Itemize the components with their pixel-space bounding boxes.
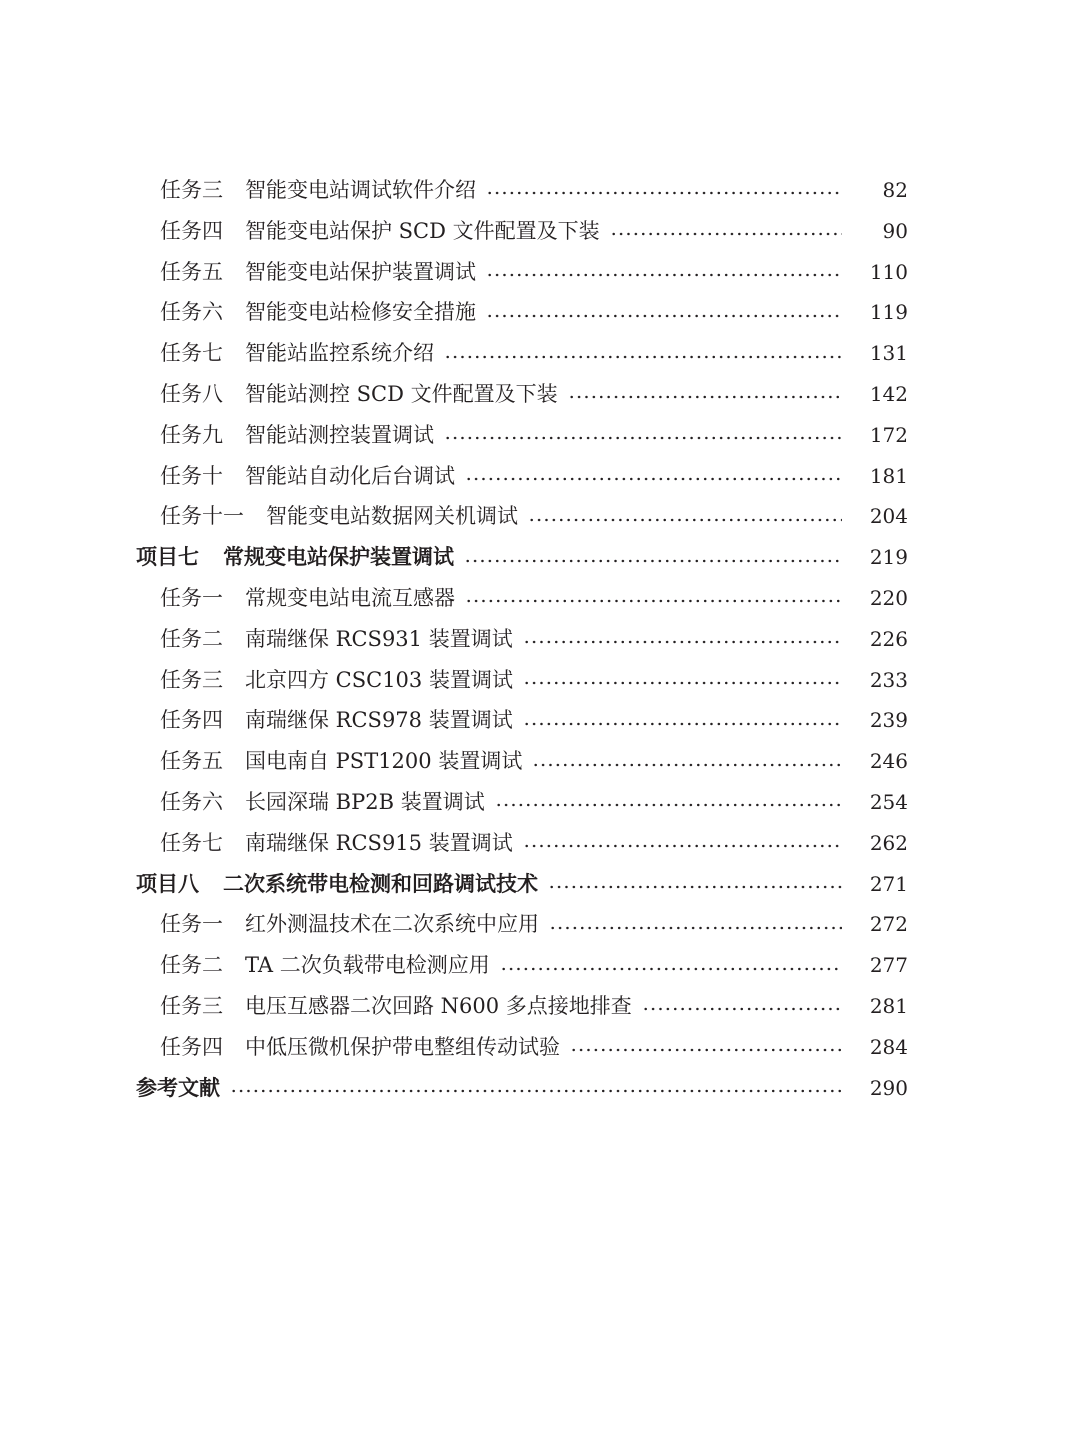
- toc-leader-dots: [486, 273, 842, 277]
- toc-page-number: 290: [869, 1075, 908, 1100]
- toc-entry-title: 北京四方 CSC103 装置调试: [245, 667, 513, 692]
- toc-entry-heading: [0, 537, 454, 578]
- toc-entry-number: 任务二: [160, 626, 223, 651]
- toc-entry-heading: [0, 456, 455, 497]
- toc-entry-number: 任务八: [160, 381, 223, 406]
- toc-page-number: 233: [869, 667, 908, 692]
- toc-entry-number: 任务六: [160, 789, 223, 814]
- toc-entry-number: 任务三: [160, 993, 223, 1018]
- toc-entry-heading: [0, 864, 538, 905]
- toc-entry-heading: [0, 945, 490, 986]
- toc-task-entry[interactable]: [0, 619, 1080, 660]
- toc-page-number: 262: [869, 830, 908, 855]
- toc-leader-dots: [464, 559, 842, 563]
- toc-entry-title: 智能变电站保护 SCD 文件配置及下装: [245, 218, 600, 243]
- toc-entry-title: 中低压微机保护带电整组传动试验: [245, 1034, 560, 1059]
- toc-page-number: 82: [882, 178, 908, 202]
- toc-leader-dots: [444, 355, 842, 359]
- toc-entry-title: 智能变电站调试软件介绍: [245, 178, 476, 202]
- toc-leader-dots: [570, 1048, 842, 1052]
- toc-entry-number: 任务一: [160, 585, 223, 610]
- toc-page-number: 226: [869, 626, 908, 651]
- toc-entry-number: 任务四: [160, 1034, 223, 1059]
- toc-project-entry[interactable]: [0, 537, 1080, 578]
- toc-entry-number: 任务十: [160, 463, 223, 488]
- toc-page-number: 246: [869, 749, 908, 774]
- toc-entry-number: 任务七: [160, 341, 223, 366]
- toc-leader-dots: [523, 640, 842, 644]
- toc-page-number: 239: [869, 708, 908, 733]
- toc-entry-number: 任务三: [160, 178, 223, 202]
- toc-entry-heading: [0, 578, 455, 619]
- toc-page-number: 90: [882, 218, 908, 243]
- toc-entry-title: 智能变电站检修安全措施: [245, 300, 476, 325]
- toc-leader-dots: [465, 477, 842, 481]
- toc-entry-title: 二次系统带电检测和回路调试技术: [223, 871, 538, 896]
- toc-task-entry[interactable]: [0, 211, 1080, 252]
- toc-task-entry[interactable]: [0, 782, 1080, 823]
- toc-entry-heading: [0, 904, 539, 945]
- toc-entry-title: 电压互感器二次回路 N600 多点接地排查: [245, 993, 632, 1018]
- toc-entry-number: 任务九: [160, 422, 223, 447]
- toc-entry-title: 智能站测控装置调试: [245, 422, 434, 447]
- toc-leader-dots: [486, 314, 842, 318]
- toc-entry-number: 任务三: [160, 667, 223, 692]
- toc-entry-heading: [0, 782, 485, 823]
- toc-entry-number: 任务二: [160, 953, 223, 978]
- toc-entry-heading: [0, 496, 518, 537]
- toc-page-number: 220: [869, 585, 908, 610]
- toc-entry-title: 国电南自 PST1200 装置调试: [245, 749, 523, 774]
- toc-leader-dots: [523, 681, 842, 685]
- toc-entry-title: 智能站监控系统介绍: [245, 341, 434, 366]
- toc-task-entry[interactable]: [0, 904, 1080, 945]
- toc-entry-heading: [0, 211, 600, 252]
- toc-entry-heading: [0, 700, 513, 741]
- toc-page-number: 131: [869, 341, 908, 366]
- toc-entry-heading: [0, 374, 558, 415]
- toc-leader-dots: [642, 1007, 842, 1011]
- toc-leader-dots: [495, 803, 842, 807]
- toc-task-entry[interactable]: [0, 496, 1080, 537]
- toc-entry-number: 任务一: [160, 912, 223, 937]
- toc-task-entry[interactable]: [0, 170, 1080, 211]
- toc-entry-heading: [0, 252, 476, 293]
- toc-task-entry[interactable]: [0, 986, 1080, 1027]
- toc-entry-number: 任务十一: [160, 504, 244, 529]
- toc-entry-heading: [0, 170, 476, 211]
- toc-entry-number: 项目七: [136, 545, 199, 570]
- toc-entry-title: TA 二次负载带电检测应用: [245, 953, 490, 978]
- toc-entry-number: 任务七: [160, 830, 223, 855]
- toc-entry-title: 红外测温技术在二次系统中应用: [245, 912, 539, 937]
- toc-entry-heading: [0, 986, 632, 1027]
- toc-entry-heading: [0, 823, 513, 864]
- toc-page-number: 181: [869, 463, 908, 488]
- toc-entry-number: 参考文献: [136, 1075, 220, 1100]
- toc-page-number: 142: [869, 381, 908, 406]
- toc-leader-dots: [465, 599, 842, 603]
- toc-entry-title: 长园深瑞 BP2B 装置调试: [245, 789, 485, 814]
- toc-task-entry[interactable]: [0, 456, 1080, 497]
- toc-entry-number: 任务六: [160, 300, 223, 325]
- toc-entry-title: 智能站测控 SCD 文件配置及下装: [245, 381, 558, 406]
- toc-leader-dots: [568, 395, 842, 399]
- toc-task-entry[interactable]: [0, 578, 1080, 619]
- toc-entry-title: 南瑞继保 RCS978 装置调试: [245, 708, 513, 733]
- toc-leader-dots: [500, 967, 842, 971]
- toc-leader-dots: [548, 885, 842, 889]
- toc-entry-heading: [0, 292, 476, 333]
- toc-project-entry[interactable]: [0, 864, 1080, 905]
- toc-leader-dots: [486, 191, 842, 195]
- toc-task-entry[interactable]: [0, 741, 1080, 782]
- table-of-contents: [0, 170, 1080, 1108]
- toc-page-number: 219: [869, 545, 908, 570]
- toc-entry-heading: [0, 741, 522, 782]
- toc-task-entry[interactable]: [0, 292, 1080, 333]
- toc-task-entry[interactable]: [0, 252, 1080, 293]
- toc-entry-heading: [0, 1027, 560, 1068]
- toc-entry-heading: [0, 1068, 220, 1109]
- toc-page-number: 281: [869, 993, 908, 1018]
- toc-leader-dots: [528, 518, 842, 522]
- toc-leader-dots: [230, 1089, 842, 1093]
- toc-project-entry[interactable]: [0, 1068, 1080, 1109]
- toc-entry-title: 南瑞继保 RCS931 装置调试: [245, 626, 513, 651]
- toc-task-entry[interactable]: [0, 700, 1080, 741]
- toc-page-number: 172: [869, 422, 908, 447]
- toc-leader-dots: [523, 722, 842, 726]
- toc-entry-title: 南瑞继保 RCS915 装置调试: [245, 830, 513, 855]
- toc-page-number: 271: [869, 871, 908, 896]
- toc-entry-title: 常规变电站保护装置调试: [223, 545, 454, 570]
- toc-entry-number: 项目八: [136, 871, 199, 896]
- toc-entry-title: 智能变电站数据网关机调试: [266, 504, 518, 529]
- toc-entry-heading: [0, 660, 513, 701]
- toc-entry-number: 任务五: [160, 749, 223, 774]
- toc-page-number: 284: [869, 1034, 908, 1059]
- toc-entry-number: 任务四: [160, 708, 223, 733]
- toc-entry-heading: [0, 415, 434, 456]
- toc-leader-dots: [549, 926, 842, 930]
- toc-page-number: 277: [869, 953, 908, 978]
- toc-entry-heading: [0, 619, 513, 660]
- toc-page-number: 272: [869, 912, 908, 937]
- toc-entry-title: 常规变电站电流互感器: [245, 585, 455, 610]
- toc-leader-dots: [610, 232, 842, 236]
- toc-entry-title: 智能变电站保护装置调试: [245, 259, 476, 284]
- toc-entry-number: 任务四: [160, 218, 223, 243]
- toc-leader-dots: [532, 763, 842, 767]
- toc-leader-dots: [444, 436, 842, 440]
- toc-page-number: 254: [869, 789, 908, 814]
- toc-task-entry[interactable]: [0, 374, 1080, 415]
- toc-task-entry[interactable]: [0, 823, 1080, 864]
- toc-page-number: 119: [869, 300, 908, 325]
- toc-task-entry[interactable]: [0, 660, 1080, 701]
- toc-leader-dots: [523, 844, 842, 848]
- toc-entry-title: 智能站自动化后台调试: [245, 463, 455, 488]
- toc-page-number: 204: [869, 504, 908, 529]
- toc-task-entry[interactable]: [0, 333, 1080, 374]
- toc-entry-heading: [0, 333, 434, 374]
- toc-task-entry[interactable]: [0, 415, 1080, 456]
- toc-page-number: 110: [869, 259, 908, 284]
- toc-task-entry[interactable]: [0, 945, 1080, 986]
- toc-entry-number: 任务五: [160, 259, 223, 284]
- toc-task-entry[interactable]: [0, 1027, 1080, 1068]
